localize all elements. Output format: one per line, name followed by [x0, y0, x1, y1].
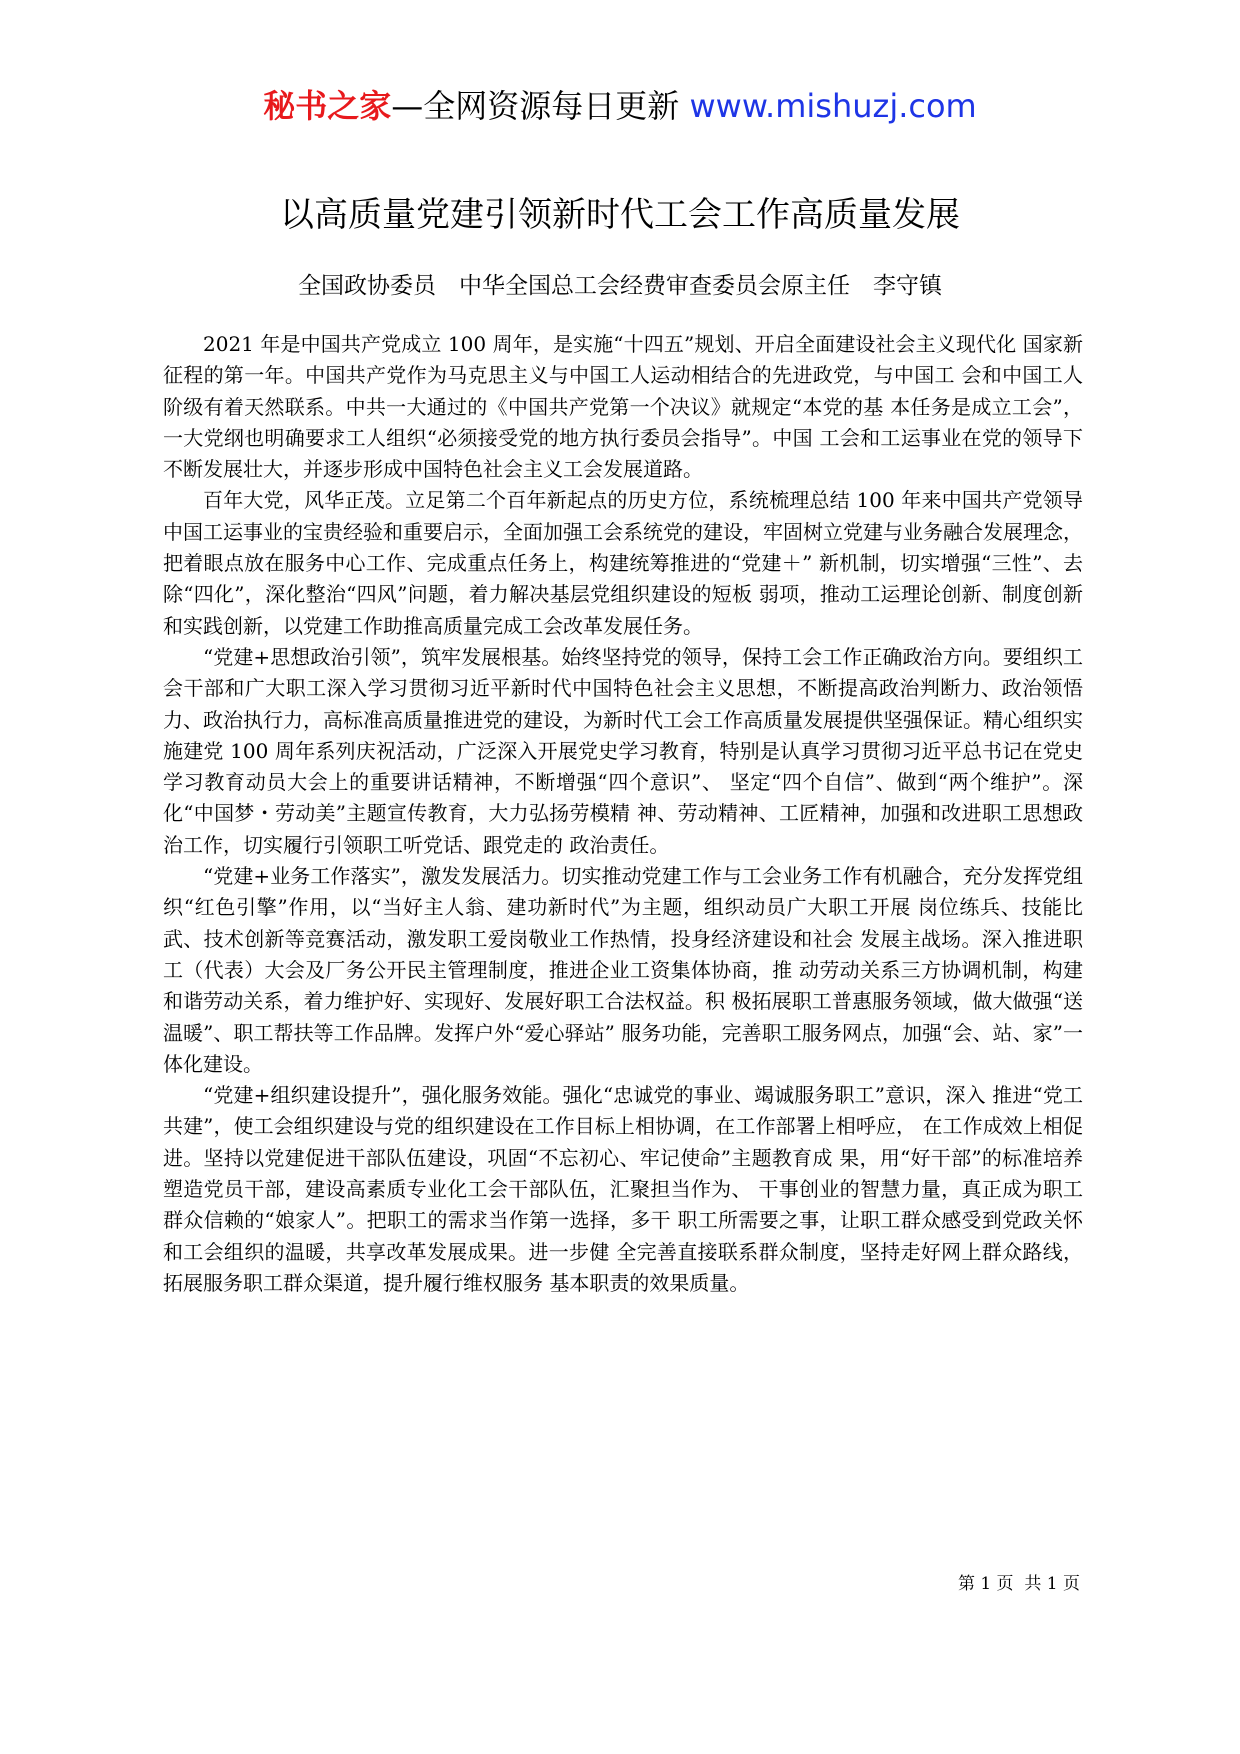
site-tagline: —全网资源每日更新: [391, 87, 680, 125]
site-brand-name: 秘书之家: [263, 87, 392, 125]
site-url-link[interactable]: www.mishuzj.com: [689, 87, 977, 125]
page-number-footer: 第 1 页 共 1 页: [957, 1574, 1080, 1594]
body-paragraph: 2021 年是中国共产党成立 100 周年，是实施“十四五”规划、开启全面建设社会主义现代化 国家新征程的第一年。中国共产党作为马克思主义与中国工人运动相结合的先进政党，与中国工 会和中国工人阶级有着天然联系。中共一大通过的《中国共产党第一个决议》就规定“本党的基 本任务是成立工会”，一大党纲也明确要求工人组织“必须接受党的地方执行委员会指导”。中国 工会和工运事业在党的领导下不断发展壮大，并逐步形成中国特色社会主义工会发展道路。: [163, 332, 1083, 482]
body-paragraph: 百年大党，风华正茂。立足第二个百年新起点的历史方位，系统梳理总结 100 年来中国共产党领导中国工运事业的宝贵经验和重要启示，全面加强工会系统党的建设，牢固树立党建与业务融合发展理念，把着眼点放在服务中心工作、完成重点任务上，构建统筹推进的“党建＋” 新机制，切实增强“三性”、去除“四化”，深化整治“四风”问题，着力解决基层党组织建设的短板 弱项，推动工运理论创新、制度创新和实践创新，以党建工作助推高质量完成工会改革发展任务。: [163, 488, 1083, 638]
body-paragraph: “党建+组织建设提升”，强化服务效能。强化“忠诚党的事业、竭诚服务职工”意识，深入 推进“党工共建”，使工会组织建设与党的组织建设在工作目标上相协调，在工作部署上相呼应， 在工作成效上相促进。坚持以党建促进干部队伍建设，巩固“不忘初心、牢记使命”主题教育成 果，用“好干部”的标准培养塑造党员干部，建设高素质专业化工会干部队伍，汇聚担当作为、 干事创业的智慧力量，真正成为职工群众信赖的“娘家人”。把职工的需求当作第一选择，多干 职工所需要之事，让职工群众感受到党政关怀和工会组织的温暖，共享改革发展成果。进一步健 全完善直接联系群众制度，坚持走好网上群众路线，拓展服务职工群众渠道，提升履行维权服务 基本职责的效果质量。: [163, 1083, 1083, 1295]
document-author-line: 全国政协委员 中华全国总工会经费审查委员会原主任 李守镇: [298, 273, 942, 299]
body-paragraph: “党建+业务工作落实”，激发发展活力。切实推动党建工作与工会业务工作有机融合，充分发挥党组织“红色引擎”作用，以“当好主人翁、建功新时代”为主题，组织动员广大职工开展 岗位练兵、技能比武、技术创新等竞赛活动，激发职工爱岗敬业工作热情，投身经济建设和社会 发展主战场。深入推进职工（代表）大会及厂务公开民主管理制度，推进企业工资集体协商，推 动劳动关系三方协调机制，构建和谐劳动关系，着力维护好、实现好、发展好职工合法权益。积 极拓展职工普惠服务领域，做大做强“送温暖”、职工帮扶等工作品牌。发挥户外“爱心驿站” 服务功能，完善职工服务网点，加强“会、站、家”一体化建设。: [163, 864, 1083, 1076]
body-paragraph: “党建+思想政治引领”，筑牢发展根基。始终坚持党的领导，保持工会工作正确政治方向。要组织工会干部和广大职工深入学习贯彻习近平新时代中国特色社会主义思想，不断提高政治判断力、政治领悟力、政治执行力，高标准高质量推进党的建设，为新时代工会工作高质量发展提供坚强保证。精心组织实施建党 100 周年系列庆祝活动，广泛深入开展党史学习教育，特别是认真学习贯彻习近平总书记在党史学习教育动员大会上的重要讲话精神，不断增强“四个意识”、 坚定“四个自信”、做到“两个维护”。深化“中国梦・劳动美”主题宣传教育，大力弘扬劳模精 神、劳动精神、工匠精神，加强和改进职工思想政治工作，切实履行引领职工听党话、跟党走的 政治责任。: [163, 644, 1083, 857]
document-title: 以高质量党建引领新时代工会工作高质量发展: [280, 195, 960, 235]
site-header-banner: [0, 86, 1240, 126]
document-body: [163, 329, 1083, 1299]
